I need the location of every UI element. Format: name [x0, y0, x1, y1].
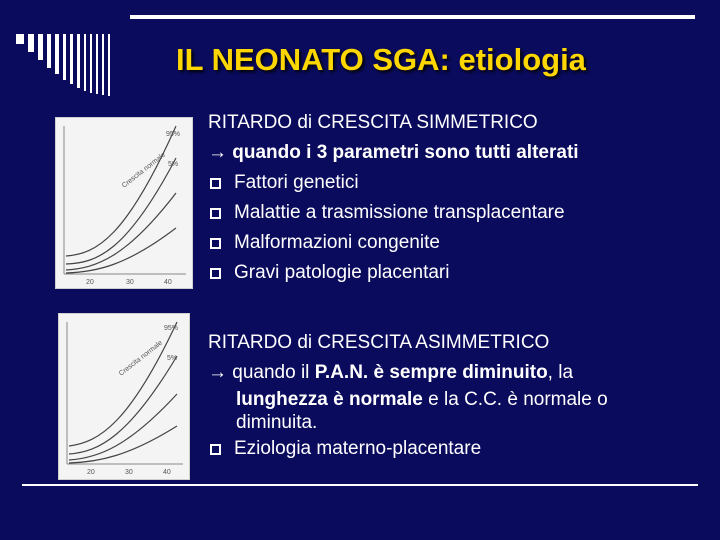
percentile-label-top: 95% — [166, 131, 181, 138]
square-bullet-icon — [210, 268, 221, 279]
tick-label: 20 — [87, 469, 95, 476]
asymmetric-description-cont: lunghezza è normale e la C.C. è normale o — [236, 389, 608, 410]
asymmetric-section — [208, 328, 708, 464]
square-bullet-icon — [210, 444, 221, 455]
square-bullet-icon — [210, 178, 221, 189]
bullet-item: Malformazioni congenite — [208, 228, 708, 258]
top-rule — [130, 15, 695, 19]
bullet-item: Gravi patologie placentari — [208, 258, 708, 288]
curve-label: Crescita normale — [117, 339, 164, 378]
asymmetric-heading: RITARDO di CRESCITA ASIMMETRICO — [208, 332, 550, 353]
asymmetric-description: → quando il P.A.N. è sempre diminuito, la — [208, 362, 574, 383]
percentile-label-mid: 5% — [167, 355, 178, 362]
tick-label: 20 — [86, 279, 94, 286]
growth-curve-image-1 — [55, 117, 193, 289]
slide-title: IL NEONATO SGA: etiologia — [176, 42, 586, 77]
asymmetric-description-end: diminuita. — [236, 412, 318, 433]
bottom-rule — [22, 484, 698, 486]
tick-label: 40 — [163, 469, 171, 476]
symmetric-section — [208, 108, 708, 288]
bullet-item: Malattie a trasmissione transplacentare — [208, 198, 708, 228]
tick-label: 40 — [164, 279, 172, 286]
square-bullet-icon — [210, 238, 221, 249]
bullet-item: Eziologia materno-placentare — [208, 434, 708, 464]
curve-label: Crescita normale — [120, 151, 167, 190]
square-bullet-icon — [210, 208, 221, 219]
percentile-label-top: 95% — [164, 325, 179, 332]
bullet-item: Fattori genetici — [208, 168, 708, 198]
tick-label: 30 — [125, 469, 133, 476]
decorative-bars — [16, 34, 126, 96]
symmetric-subheading: → quando i 3 parametri sono tutti alterati — [208, 142, 579, 163]
tick-label: 30 — [126, 279, 134, 286]
percentile-label-mid: 5% — [168, 161, 179, 168]
growth-curve-image-2 — [58, 313, 190, 480]
symmetric-heading: RITARDO di CRESCITA SIMMETRICO — [208, 112, 538, 133]
